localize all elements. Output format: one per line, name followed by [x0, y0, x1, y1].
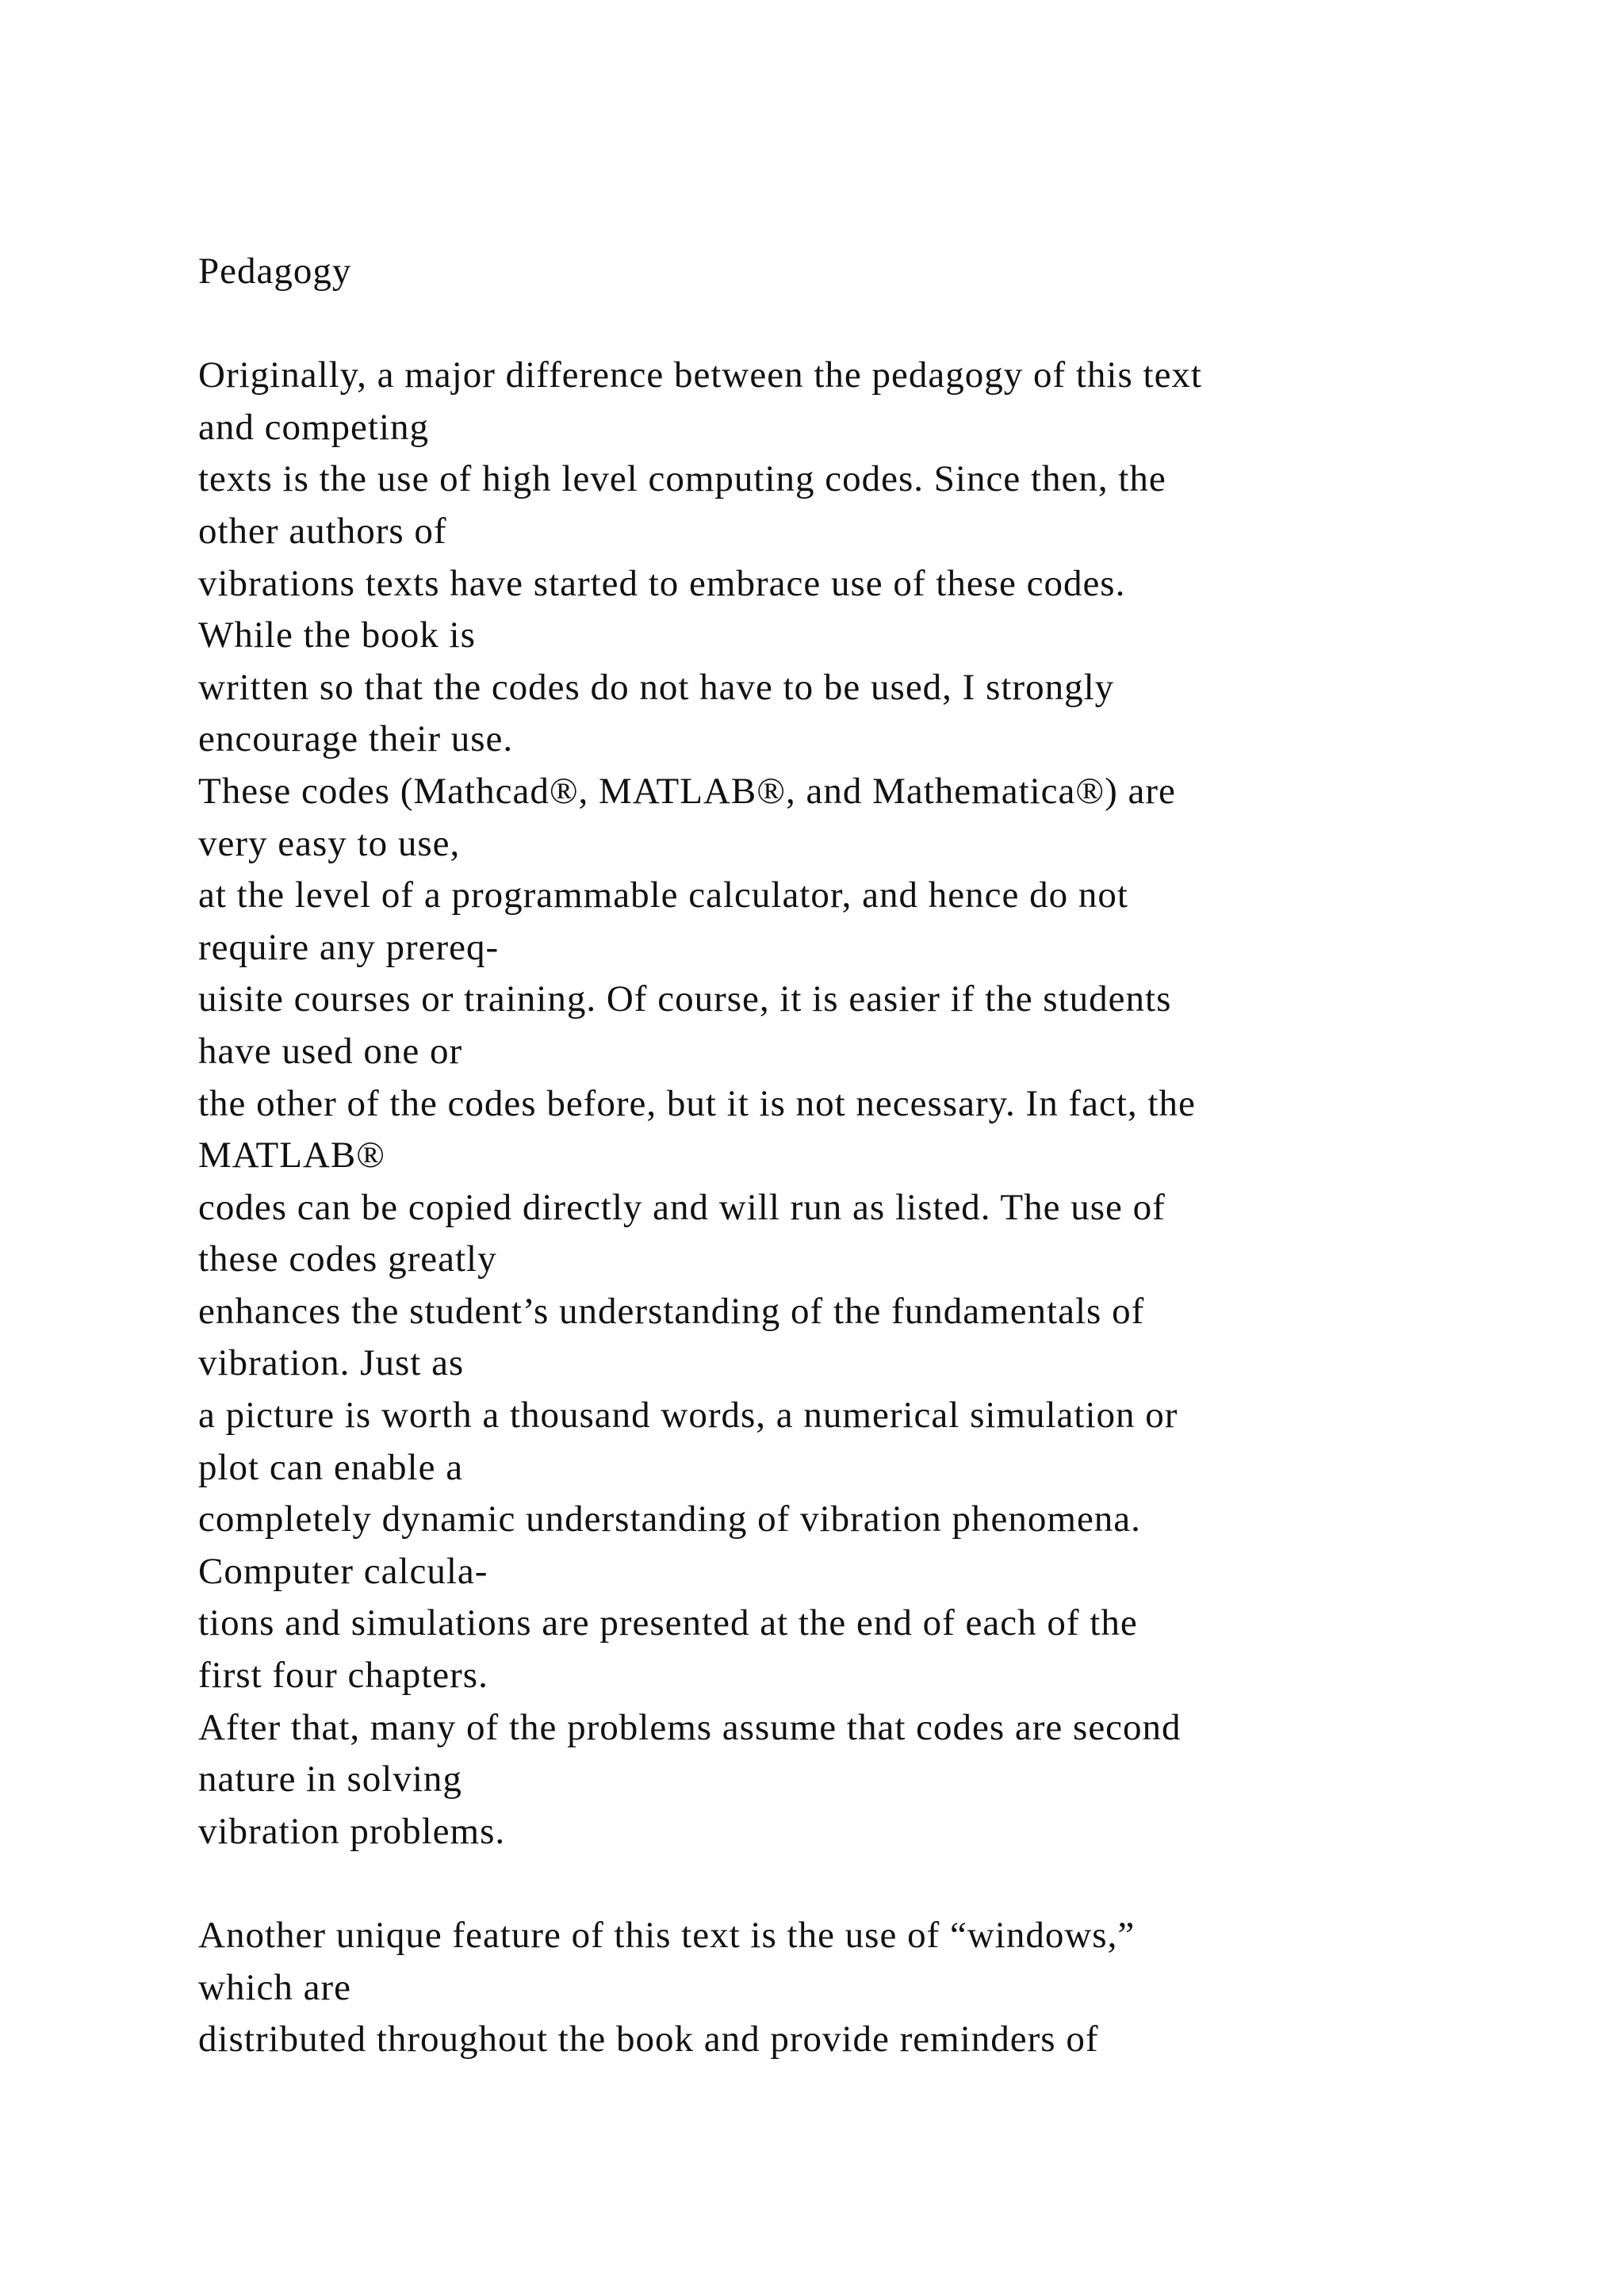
text-line: the other of the codes before, but it is not necessary. In fact, the — [198, 1082, 1196, 1124]
text-line: encourage their use. — [198, 718, 514, 760]
text-line: a picture is worth a thousand words, a numerical simulation or — [198, 1395, 1178, 1437]
text-line: texts is the use of high level computing codes. Since then, the — [198, 458, 1166, 500]
text-line: enhances the student’s understanding of the fundamentals of — [198, 1290, 1145, 1332]
text-line: codes can be copied directly and will run as listed. The use of — [198, 1186, 1166, 1228]
text-line: These codes (Mathcad®, MATLAB®, and Mathematica®) are — [198, 770, 1176, 812]
paragraphs — [198, 350, 1507, 2066]
text-line: MATLAB® — [198, 1135, 385, 1177]
paragraph — [198, 350, 1507, 1858]
text-line: uisite courses or training. Of course, it is easier if the students — [198, 978, 1172, 1020]
text-line: While the book is — [198, 614, 476, 656]
blank-line — [198, 1858, 1507, 1910]
document-body — [198, 246, 1507, 2066]
text-line: vibration problems. — [198, 1810, 506, 1852]
text-line: tions and simulations are presented at the end of each of the — [198, 1602, 1138, 1644]
paragraph — [198, 1910, 1507, 2066]
text-line: and competing — [198, 406, 430, 448]
text-line: have used one or — [198, 1030, 463, 1072]
text-line: plot can enable a — [198, 1446, 464, 1488]
text-line: require any prereq- — [198, 926, 500, 968]
text-line: distributed throughout the book and provide reminders of — [198, 2019, 1099, 2061]
blank-line — [198, 298, 1507, 350]
text-line: these codes greatly — [198, 1238, 497, 1280]
text-line: Another unique feature of this text is the use of “windows,” — [198, 1915, 1136, 1956]
text-line: very easy to use, — [198, 822, 461, 864]
text-line: at the level of a programmable calculator, and hence do not — [198, 874, 1128, 916]
section-heading: Pedagogy — [198, 251, 352, 292]
text-line: Originally, a major difference between the pedagogy of this text — [198, 354, 1202, 396]
text-line: Computer calcula- — [198, 1550, 488, 1592]
text-line: completely dynamic understanding of vibration phenomena. — [198, 1498, 1141, 1540]
text-line: other authors of — [198, 510, 447, 552]
text-line: first four chapters. — [198, 1655, 488, 1697]
text-line: nature in solving — [198, 1758, 462, 1800]
text-line: After that, many of the problems assume that codes are second — [198, 1706, 1182, 1748]
text-line: vibration. Just as — [198, 1342, 465, 1384]
text-line: written so that the codes do not have to be used, I strongly — [198, 666, 1115, 708]
text-line: which are — [198, 1966, 351, 2008]
text-line: vibrations texts have started to embrace use of these codes. — [198, 562, 1126, 604]
